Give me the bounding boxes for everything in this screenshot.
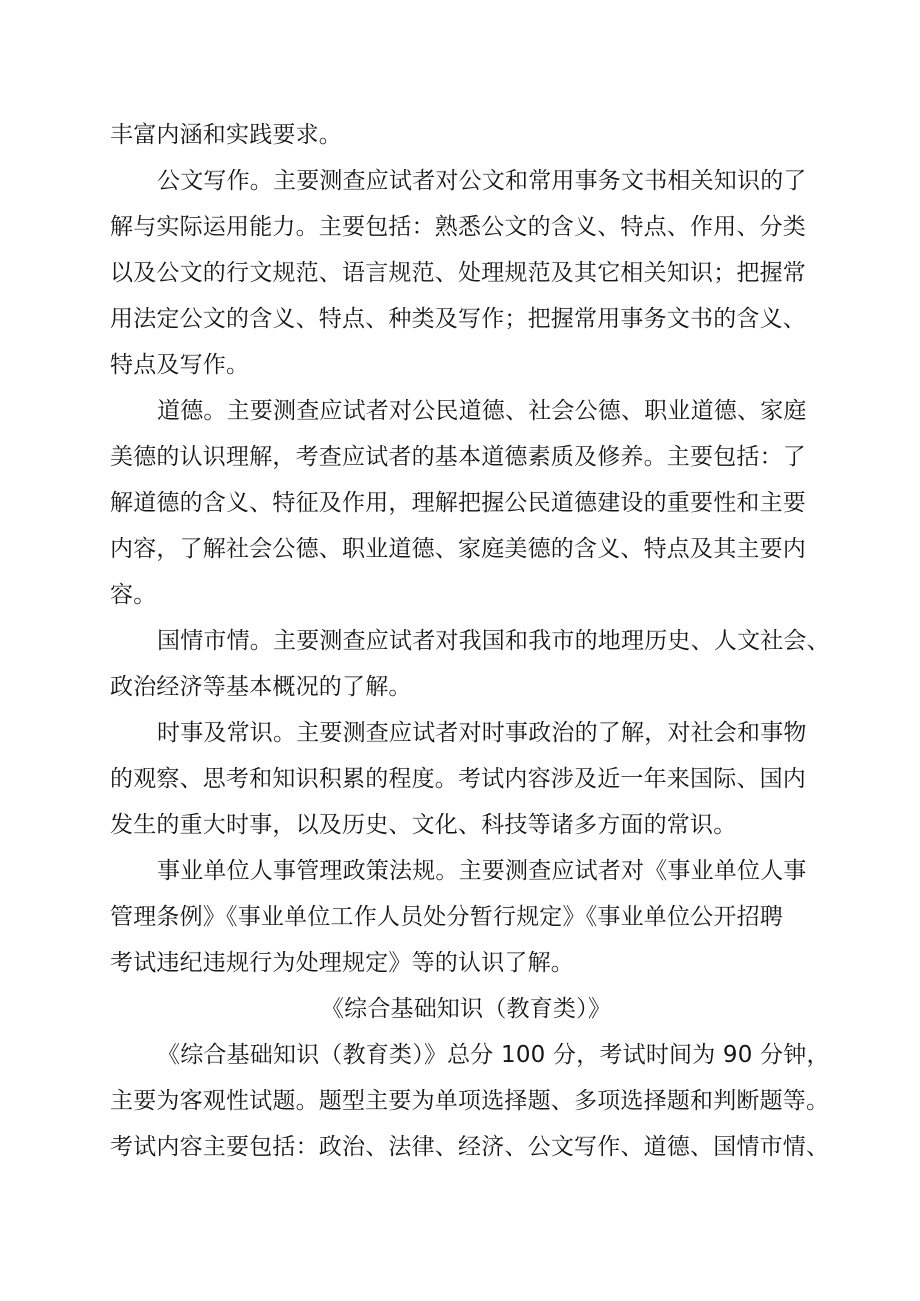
text-line: 道德。主要测查应试者对公民道德、社会公德、职业道德、家庭 [157,398,807,424]
text-line: 公文写作。主要测查应试者对公文和常用事务文书相关知识的了 [157,168,807,194]
document-body [110,112,830,1170]
text-line: 主要为客观性试题。题型主要为单项选择题、多项选择题和判断题等。 [110,1088,830,1114]
text-line: 事业单位人事管理政策法规。主要测查应试者对《事业单位人事 [157,858,807,884]
text-line: 考试内容主要包括：政治、法律、经济、公文写作、道德、国情市情、 [110,1134,830,1160]
text-line: 内容，了解社会公德、职业道德、家庭美德的含义、特点及其主要内 [110,536,806,562]
text-line: 国情市情。主要测查应试者对我国和我市的地理历史、人文社会、 [157,628,830,654]
text-line: 发生的重大时事，以及历史、文化、科技等诸多方面的常识。 [110,812,737,838]
text-line: 用法定公文的含义、特点、种类及写作；把握常用事务文书的含义、 [110,306,806,332]
text-line: 丰富内涵和实践要求。 [110,122,342,148]
text-line: 特点及写作。 [110,352,250,378]
text-line: 以及公文的行文规范、语言规范、处理规范及其它相关知识；把握常 [110,260,806,286]
section-heading: 《综合基础知识（教育类）》 [320,996,612,1022]
text-line: 管理条例》《事业单位工作人员处分暂行规定》《事业单位公开招聘 [110,904,783,930]
text-line: 《综合基础知识（教育类）》总分 100 分，考试时间为 90 分钟， [157,1042,830,1068]
text-line: 美德的认识理解，考查应试者的基本道德素质及修养。主要包括：了 [110,444,806,470]
text-line: 时事及常识。主要测查应试者对时事政治的了解，对社会和事物 [157,720,807,746]
text-line: 政治经济等基本概况的了解。 [110,674,412,700]
text-line: 容。 [110,582,157,608]
text-line: 的观察、思考和知识积累的程度。考试内容涉及近一年来国际、国内 [110,766,806,792]
text-line: 解道德的含义、特征及作用，理解把握公民道德建设的重要性和主要 [110,490,806,516]
text-line: 考试违纪违规行为处理规定》等的认识了解。 [110,950,574,976]
text-line: 解与实际运用能力。主要包括：熟悉公文的含义、特点、作用、分类 [110,214,806,240]
